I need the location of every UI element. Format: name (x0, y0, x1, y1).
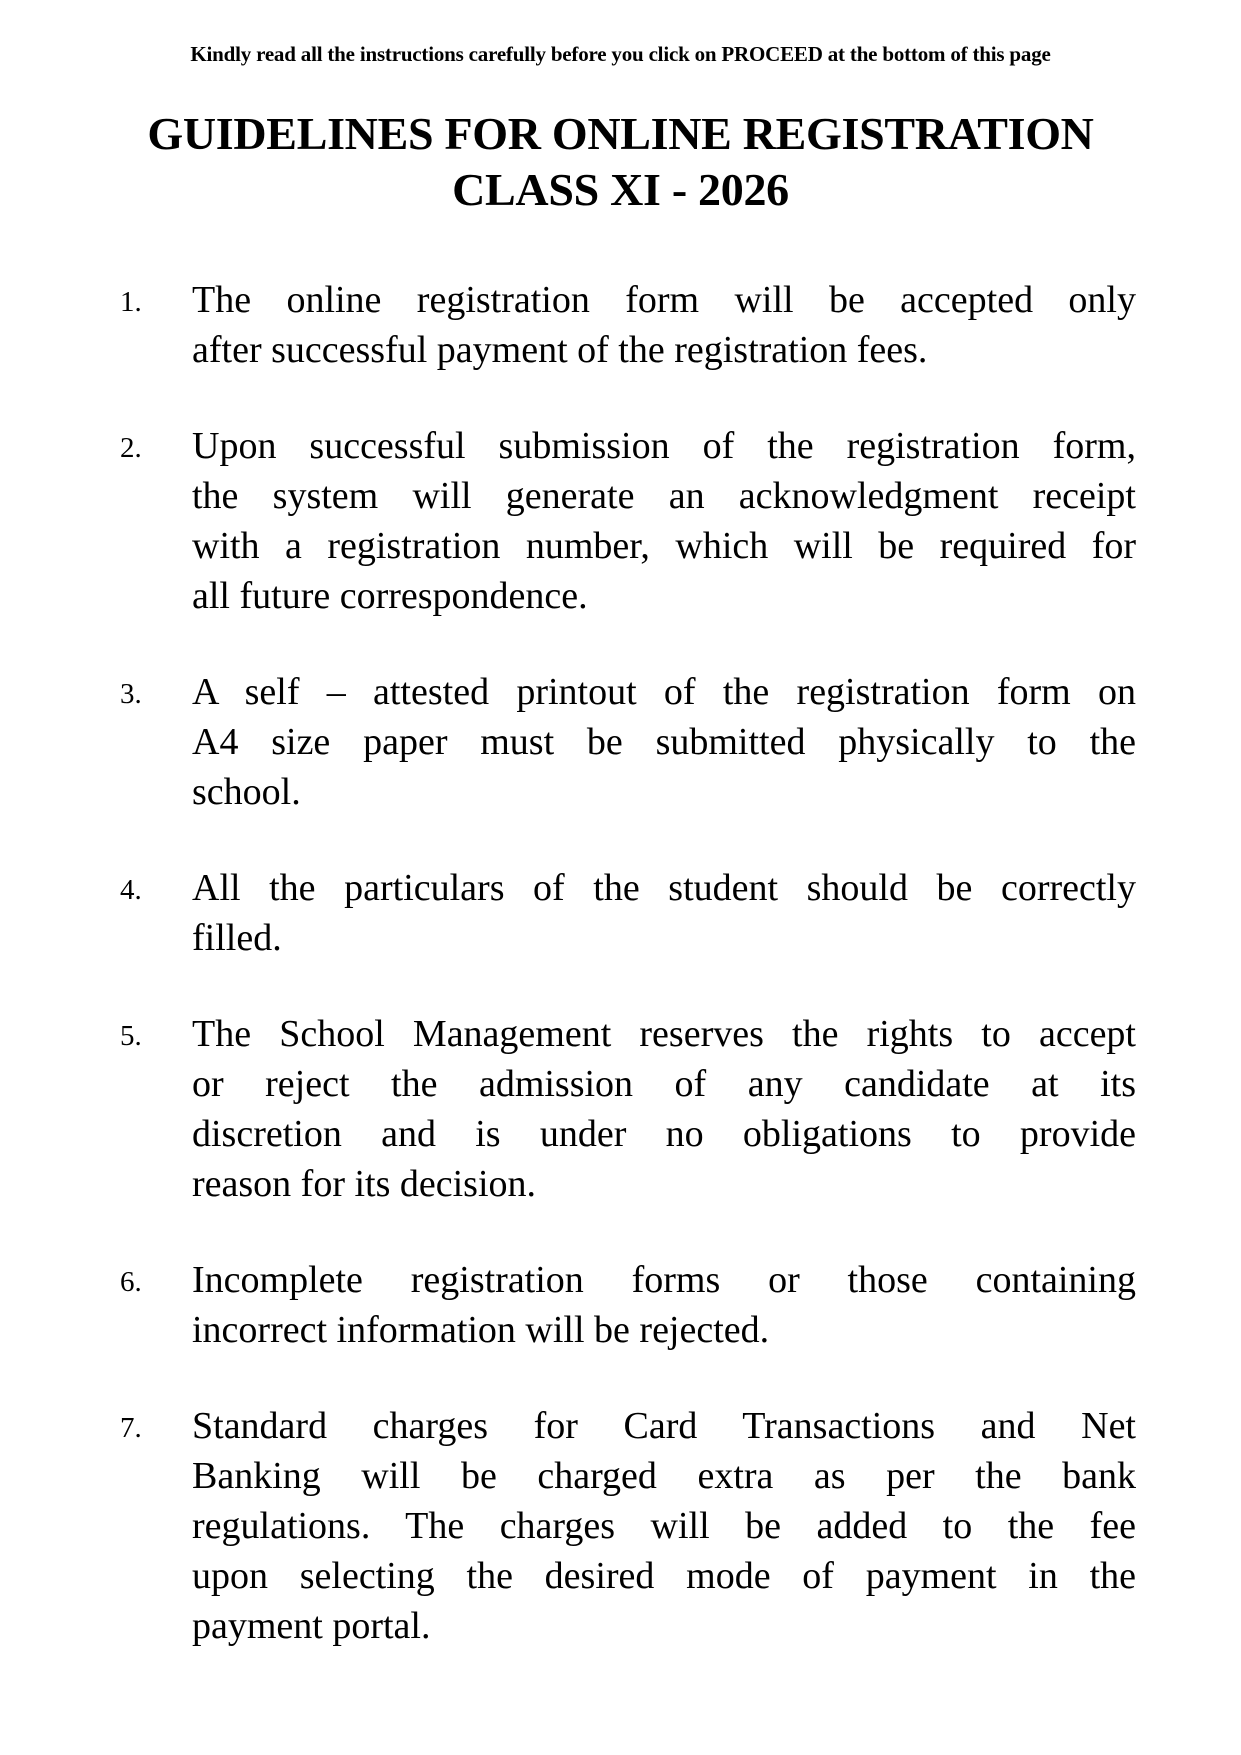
guideline-text (192, 421, 1136, 621)
guideline-text (192, 275, 1136, 375)
guideline-text (192, 667, 1136, 817)
guideline-line: all future correspondence. (192, 575, 588, 617)
guideline-line: with a registration number, which will be required for (192, 525, 1136, 567)
guideline-line: upon selecting the desired mode of payment in the (192, 1555, 1136, 1597)
guideline-line: Incomplete registration forms or those containing (192, 1259, 1136, 1301)
guideline-item (0, 421, 1241, 621)
guideline-line: All the particulars of the student should be correctly (192, 867, 1136, 909)
guideline-line: reason for its decision. (192, 1163, 537, 1205)
title-line-1: GUIDELINES FOR ONLINE REGISTRATION (147, 108, 1094, 159)
guideline-number: 7. (120, 1412, 142, 1444)
guideline-line: or reject the admission of any candidate at its (192, 1063, 1136, 1105)
guideline-line: school. (192, 771, 301, 813)
instruction-notice: Kindly read all the instructions carefully before you click on PROCEED at the bottom of this page (190, 42, 1051, 66)
guideline-line: the system will generate an acknowledgment receipt (192, 475, 1136, 517)
page-title (0, 106, 1241, 218)
guideline-line: Standard charges for Card Transactions and Net (192, 1405, 1136, 1447)
guideline-line: payment portal. (192, 1605, 431, 1647)
guideline-item (0, 1255, 1241, 1355)
guideline-line: after successful payment of the registration fees. (192, 329, 928, 371)
guideline-number: 6. (120, 1266, 142, 1298)
guideline-line: Banking will be charged extra as per the bank (192, 1455, 1136, 1497)
guideline-item (0, 863, 1241, 963)
guideline-line: regulations. The charges will be added to the fee (192, 1505, 1136, 1547)
title-line-2: CLASS XI - 2026 (452, 164, 789, 215)
guideline-text (192, 1009, 1136, 1209)
guideline-line: The School Management reserves the rights to accept (192, 1013, 1136, 1055)
guideline-text (192, 1401, 1136, 1651)
guideline-line: A4 size paper must be submitted physically to the (192, 721, 1136, 763)
guideline-number: 3. (120, 678, 142, 710)
guideline-line: Upon successful submission of the registration form, (192, 425, 1136, 467)
guideline-text (192, 863, 1136, 963)
guideline-number: 5. (120, 1020, 142, 1052)
guideline-number: 2. (120, 432, 142, 464)
guideline-line: discretion and is under no obligations to provide (192, 1113, 1136, 1155)
guideline-line: incorrect information will be rejected. (192, 1309, 770, 1351)
guideline-text (192, 1255, 1136, 1355)
guideline-number: 4. (120, 874, 142, 906)
guideline-item (0, 275, 1241, 375)
guideline-line: A self – attested printout of the registration form on (192, 671, 1136, 713)
guideline-line: filled. (192, 917, 282, 959)
guideline-item (0, 667, 1241, 817)
guidelines-list (0, 275, 1241, 1697)
guideline-item (0, 1009, 1241, 1209)
guideline-line: The online registration form will be accepted only (192, 279, 1136, 321)
guideline-item (0, 1401, 1241, 1651)
guideline-number: 1. (120, 286, 142, 318)
